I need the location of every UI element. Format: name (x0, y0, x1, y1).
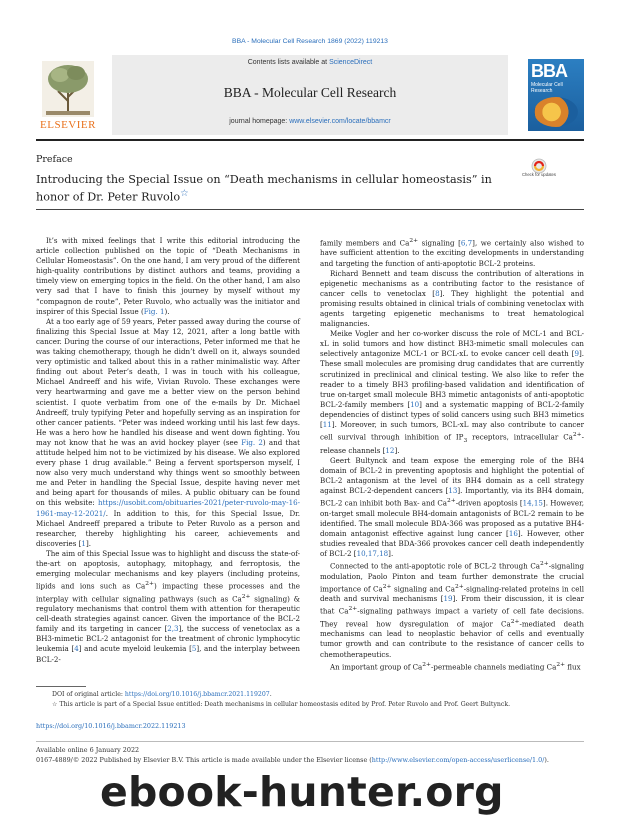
original-doi-link[interactable]: https://doi.org/10.1016/j.bbamcr.2021.119207 (124, 691, 270, 698)
text-run: -signaling-related proteins in cell death and survival mechanisms [ (320, 584, 584, 604)
superscript: 2+ (556, 661, 566, 668)
paragraph (320, 329, 584, 456)
contents-prefix: Contents lists available at (247, 59, 330, 66)
text-run: -permeable channels mediating Ca (431, 662, 557, 672)
text-run: ]. They highlight the potential and promising results obtained in clinical trials of combining venetoclax with agents targeting epigenetic mechanisms to treat hematological malignancies. (320, 288, 584, 329)
journal-homepage-link[interactable]: www.elsevier.com/locate/bbamcr (289, 118, 391, 125)
obituary-url-link[interactable]: https://usobit.com/obituaries-2021/peter-ruvolo-may-16-1961-may-12-2021/ (36, 498, 300, 518)
text-run: ] and acute myeloid leukemia [ (78, 644, 192, 654)
text-run: Meike Vogler and her co-worker discuss the role of MCL-1 and BCL-xL in solid tumors and how distinct BH3-mimetic small molecules can selectively antagonize MCL-1 or BCL-xL to evoke cancer cell death [ (320, 329, 584, 359)
elsevier-logo[interactable] (36, 61, 100, 135)
text-run: -driven apoptosis [ (455, 498, 523, 508)
text-run: This article is part of a Special Issue entitled: Death mechanisms in cellular homeostasis edited by Prof. Peter Ruvolo and Prof. Geert Bultynck. (59, 701, 511, 708)
text-run: ]. Moreover, in such tumors, BCL-xL may also contribute to cancer cell survival through inhibition of IP (320, 420, 584, 442)
text-run: signaling) & regulatory mechanisms that control them with attention for therapeutic cell-death strategies against cancer. Given the importance of the BCL-2 family and its targeting in cancer [ (36, 594, 300, 634)
text-run: ). (164, 306, 170, 316)
text-run: ], we certainly also wished to have sufficient attention to the exciting developments in understanding and targeting the function of anti-apoptotic BCL-2 proteins. (320, 238, 584, 268)
check-for-updates-label: Check for updates (522, 172, 556, 177)
text-run: ], and the interplay between BCL-2- (36, 644, 300, 664)
text-run: flux (565, 662, 581, 672)
text-run: ]. (85, 538, 91, 548)
text-run: ]. These small molecules are promising drug candidates that are currently scrutinized in preclinical and clinical testing. We also like to refer the reader to a timely BH3 profiling-based validation and identification of true on-target small molecule BH3 mimetic antagonists of anti-apoptotic BCL-2-family members [ (320, 349, 584, 409)
original-doi-footnote (52, 690, 584, 700)
text-run: -signaling pathways impact a variety of cell fate decisions. They reveal how dysregulation of major Ca (320, 606, 584, 629)
text-run: ) and that attitude helped him not to be victimized by his disease. We also explored every phase 1 drug available.” Being a fervent sportsperson myself, I now also very much understand why things went so smoothly between me and Peter in handling the Special Issue, despite having never met and being apart for thousands of miles. A public obituary can be found on this website: (36, 437, 300, 508)
text-run: 0167-4889/© 2022 Published by Elsevier B.V. This article is made available under the Elsevier license ( (36, 756, 372, 764)
text-run: signaling and Ca (391, 584, 455, 594)
subscript: 3 (463, 437, 468, 444)
text-run: receptors, intracellular Ca (467, 432, 573, 442)
title-rule (36, 209, 584, 210)
footnote-mark: ☆ (52, 701, 58, 708)
article-title-text: Introducing the Special Issue on “Death mechanisms in cellular homeostasis” in honor of Dr. Peter Ruvolo (36, 173, 492, 204)
citation-link[interactable]: 9 (574, 349, 579, 359)
watermark-text: ebook-hunter.org (100, 768, 504, 816)
citation-link[interactable]: 19 (443, 594, 453, 604)
superscript: 2+ (409, 238, 419, 244)
article-title (36, 173, 496, 205)
text-run: An important group of Ca (330, 662, 423, 672)
homepage-line (112, 118, 508, 125)
superscript: 2+ (446, 498, 456, 505)
text-run: At a too early age of 59 years, Peter passed away during the course of finalizing this Special Issue at May 12, 2021, after a long battle with cancer. During the course of our interactions, Peter informed me that he was taking chemotherapy, though he didn’t dwell on it, always sounded very optimistic and talked about this in a rather minimalistic way. After finding out about Peter’s death, I was in touch with his colleague, Michael Andreeff and his wife, Vivian Ruvolo. These exchanges were very heartwarming and gave me a better view on the person behind scientist. I quote verbatim from one of the e-mails by Dr. Michael Andreeff, truly typifying Peter and hopefully serving as an inspiration for other cancer patients. “Peter was indeed working until his last few days. He was a hero how he handled his disease and went down fighting. You may not know that he was an avid hockey player (see (36, 316, 300, 447)
text-run: ]. (394, 446, 400, 455)
running-head[interactable]: BBA - Molecular Cell Research 1869 (2022) 119213 (232, 38, 388, 45)
license-link[interactable]: http://www.elsevier.com/open-access/userlicense/1.0/ (371, 756, 545, 764)
figure-ref-link[interactable]: Fig. 2 (241, 437, 263, 447)
paragraph (36, 236, 300, 317)
journal-cover-thumbnail[interactable] (528, 59, 584, 131)
article-doi-link[interactable]: https://doi.org/10.1016/j.bbamcr.2022.119213 (36, 722, 186, 730)
superscript: 2+ (454, 583, 464, 590)
superscript: 2+ (145, 581, 154, 588)
text-run: . In addition to this, for this Special Issue, Dr. Michael Andreeff prepared a tribute to Peter Ruvolo as a person and researcher, thereby highlighting his career, achievements and discoveries [ (36, 508, 300, 548)
paragraph (36, 317, 300, 549)
superscript: 2+ (539, 561, 549, 568)
text-run: ) impacting these processes and the interplay with cellular signaling pathways (such as Ca (36, 581, 300, 603)
citation-link[interactable]: 4 (74, 644, 79, 654)
footnotes (52, 690, 584, 710)
footnote-rule (36, 686, 86, 687)
paragraph (320, 269, 584, 330)
available-online-date: Available online 6 January 2022 (36, 746, 140, 754)
journal-masthead (36, 55, 584, 135)
article-type: Preface (36, 154, 73, 165)
cover-artwork (534, 97, 578, 127)
right-column (320, 236, 584, 672)
citation-link[interactable]: 11 (322, 420, 332, 430)
citation-link[interactable]: 1 (81, 538, 86, 548)
cover-subtitle (531, 82, 563, 94)
homepage-prefix: journal homepage: (229, 118, 290, 125)
text-run: -mediated death mechanisms can lead to neoplastic behavior of cells and eventually tumor growth and can contribute to the resistance of cancer cells to chemotherapeutics. (320, 619, 584, 659)
paragraph (36, 549, 300, 665)
text-run: ]. (388, 549, 394, 559)
text-run: signaling [ (418, 238, 461, 248)
bottom-rule (36, 741, 584, 742)
citation-link[interactable]: 8 (435, 288, 440, 298)
cover-subtitle-line2: Research (531, 88, 553, 94)
copyright-line (36, 756, 584, 764)
citation-link[interactable]: 13 (448, 486, 458, 496)
citation-link[interactable]: 2,3 (167, 624, 179, 634)
figure-ref-link[interactable]: Fig. 1 (143, 306, 165, 316)
text-run: Richard Bennett and team discuss the contribution of alterations in epigenetic mechanisms as a contributing factor to the resistance of cancer cells to venetoclax [ (320, 268, 584, 298)
sciencedirect-link[interactable]: ScienceDirect (329, 59, 373, 66)
cover-subtitle-line1: Molecular Cell (531, 82, 563, 88)
text-run: ]. However, on-target small molecule BH4-domain antagonists of BCL-2 remain to be identified. The small molecule BDA-366 was proposed as a putative BH4-domain antagonist effective against lung cancer [ (320, 498, 584, 539)
superscript: 2+ (241, 593, 251, 600)
text-run: ). (544, 756, 549, 764)
cover-title: BBA (531, 61, 567, 81)
citation-link[interactable]: 10,17,18 (356, 549, 389, 559)
text-run: -signaling modulation, Paolo Pinton and team further demonstrate the crucial importance of Ca (320, 561, 584, 594)
paragraph (320, 559, 584, 659)
elsevier-tree-icon (42, 61, 94, 117)
superscript: 2+ (572, 432, 582, 439)
text-run: Connected to the anti-apoptotic role of BCL-2 through Ca (330, 561, 540, 571)
text-run: -release channels [ (320, 432, 584, 455)
paragraph (320, 456, 584, 559)
text-run: . (269, 691, 272, 698)
text-run: Geert Bultynck and team expose the emerging role of the BH4 domain of BCL-2 in preventing apoptosis and highlight the potential of BCL-2 antagonism at the level of its BH4 domain as a cell strategy against BCL-2-dependent cancers [ (320, 456, 584, 496)
paragraph (320, 236, 584, 269)
text-run: The aim of this Special Issue was to highlight and discuss the state-of-the-art on apoptosis, autophagy, mitophagy, and ferroptosis, the emerging molecular mechanisms and key players (including proteins, lipids and ions such as Ca (36, 548, 300, 591)
citation-link[interactable]: 14,15 (522, 498, 543, 508)
superscript: 2+ (348, 606, 358, 613)
citation-link[interactable]: 10 (410, 399, 420, 409)
citation-link[interactable]: 6,7 (460, 238, 473, 248)
text-run: It’s with mixed feelings that I write this editorial introducing the article collection published on the topic of “Death Mechanisms in Cellular Homeostasis”. On the one hand, I am very proud of the different high-quality contributions by distinct authors and teams, providing a timely view on emerging topics in the field. On the other hand, I am also very sad that I have to finish this journey by myself without my “compagnon de route”, Peter Ruvolo, who actually was the initiator and inspirer of this Special Issue ( (36, 236, 300, 316)
text-run: family members and Ca (320, 238, 410, 248)
elsevier-wordmark: ELSEVIER (40, 119, 96, 131)
text-run: ], the success of venetoclax as a BH3-mimetic BCL-2 antagonist for the treatment of chronic lymphocytic leukemia [ (36, 624, 300, 654)
text-run: ]. From their discussion, it is clear that Ca (320, 594, 584, 616)
journal-info-box (112, 55, 508, 135)
superscript: 2+ (382, 583, 392, 590)
superscript: 2+ (510, 618, 520, 625)
text-run: DOI of original article: (52, 691, 125, 698)
citation-link[interactable]: 12 (385, 446, 395, 455)
text-run: ] and a systematic mapping of BCL-2-family dependencies of distinct types of solid cancers using such BH3 mimetics [ (320, 399, 584, 430)
title-footnote-mark[interactable]: ☆ (180, 188, 189, 199)
text-run: ]. Importantly, via its BH4 domain, BCL-2 can inhibit both Bax- and Ca (320, 486, 584, 508)
text-run: ]. However, other studies revealed that BDA-366 provokes cancer cell death independently of BCL-2 [ (320, 529, 584, 559)
journal-title[interactable]: BBA - Molecular Cell Research (223, 85, 397, 100)
superscript: 2+ (422, 661, 431, 668)
citation-link[interactable]: 5 (191, 644, 197, 654)
special-issue-footnote (52, 700, 584, 710)
contents-line (112, 59, 508, 66)
header-rule (36, 139, 584, 141)
paragraph (320, 660, 584, 672)
left-column (36, 236, 300, 665)
citation-link[interactable]: 16 (508, 529, 518, 539)
